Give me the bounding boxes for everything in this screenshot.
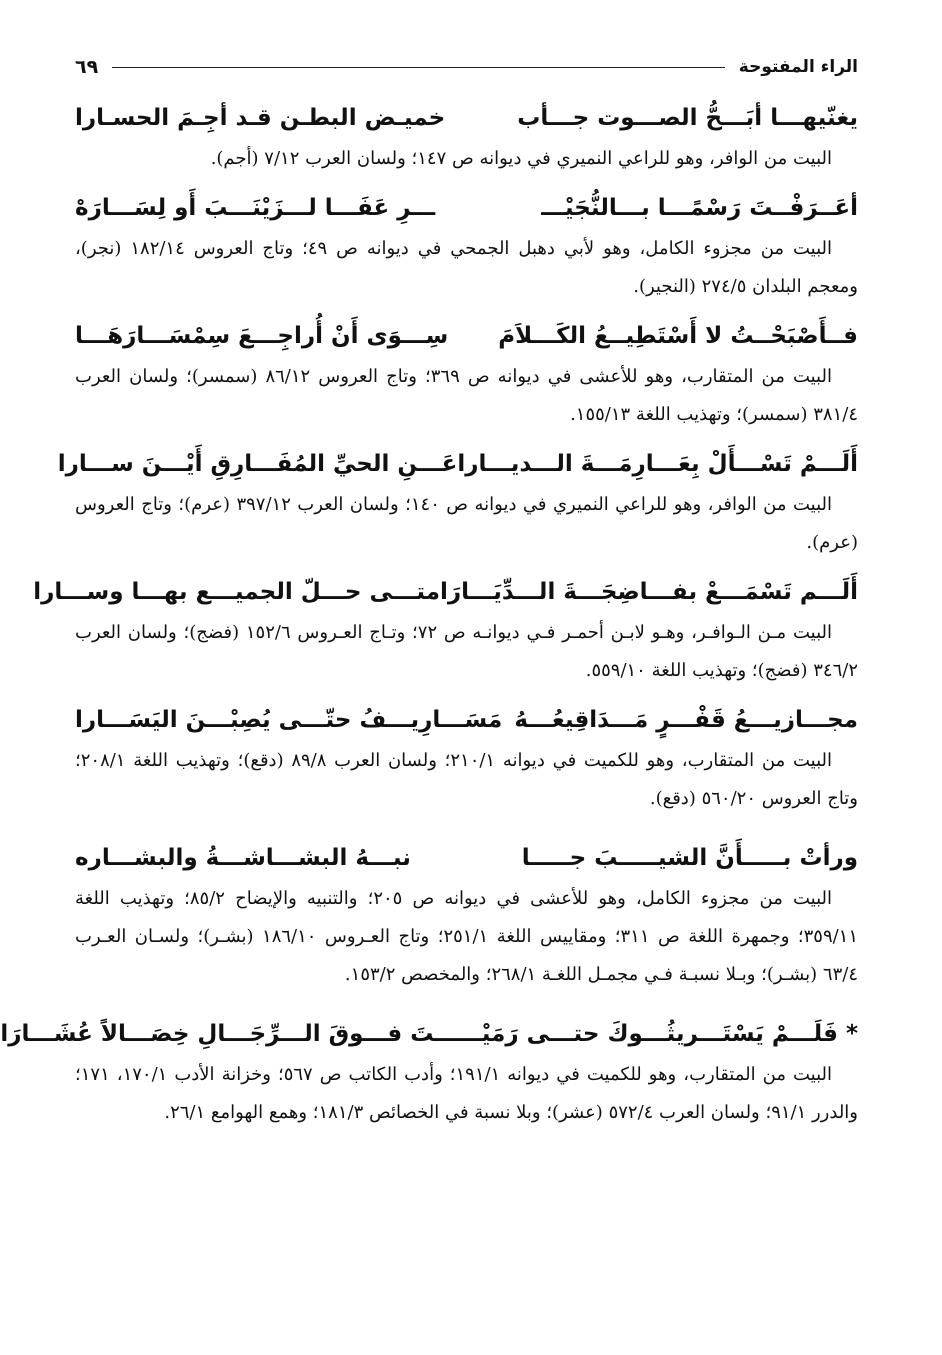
verse-line: [75, 698, 858, 742]
verse-footnote: البيت من المتقارب، وهو للأعشى في ديوانه ص ٣٦٩؛ وتاج العروس ٨٦/١٢ (سمسر)؛ ولسان العرب ٣٨١/٤ (سمسر)؛ وتهذيب اللغة ١٥٥/١٣.: [75, 366, 858, 425]
verse-entry: [75, 698, 858, 818]
verse-first-hemistich: مجـــازيـــعُ قَفْـــرٍ مَـــدَاقِيعُـــهُ: [514, 707, 858, 733]
verse-entry: [75, 314, 858, 434]
verse-second-hemistich: خميـض البطـن قـد أجِـمَ الحسـارا: [75, 105, 446, 131]
verse-footnote: البيت من الوافر، وهو للراعي النميري في ديوانه ص ١٤٧؛ ولسان العرب ٧/١٢ (أجم).: [210, 148, 832, 169]
verse-footnote: البيت من مجزوء الكامل، وهو لأبي دهبل الجمحي في ديوانه ص ٤٩؛ وتاج العروس ١٨٢/١٤ (نجر)، ومعجم البلدان ٢٧٤/٥ (النجير).: [75, 238, 858, 297]
verse-first-hemistich: أَلَـــم تَسْمَـــعْ بفـــاضِجَـــةَ الـــدِّيَـــارَا: [439, 579, 858, 605]
verse-line: [0, 1012, 858, 1056]
verse-first-hemistich: أعَــرَفْــتَ رَسْمًـــا بـــالنُّجَيْـــ: [541, 195, 858, 221]
verse-first-hemistich: * فَلَـــمْ يَسْتَـــريثُـــوكَ حتـــى رَمَيْـــ: [458, 1021, 858, 1047]
verse-first-hemistich: ورأتْ بـــــأَنَّ الشيـــــبَ جـــــا: [521, 845, 858, 871]
verse-first-hemistich: فــأَصْبَحْــتُ لا أَسْتَطِيــعُ الكَـــلاَمَ: [498, 323, 858, 349]
verse-line: [57, 442, 858, 486]
verse-entry: [75, 186, 858, 306]
verse-first-hemistich: أَلَـــمْ تَسْـــأَلْ بِعَـــارِمَـــةَ الـــديـــارا: [457, 451, 858, 477]
verse-line: [33, 570, 858, 614]
section-title: الراء المفتوحة: [738, 57, 858, 77]
page-number: ٦٩: [75, 56, 99, 78]
running-header: [75, 52, 858, 82]
verse-second-hemistich: سِـــوَى أَنْ أُراجِـــعَ سِمْسَـــارَهَـــا: [75, 323, 449, 349]
verse-line: [75, 186, 858, 230]
verse-footnote: البيت من المتقارب، وهو للكميت في ديوانه ١٩١/١؛ وأدب الكاتب ص ٥٦٧؛ وخزانة الأدب ١٧٠/١، ١٧١؛ والدرر ٩١/١؛ ولسان العرب ٥٧٢/٤ (عشر)؛ وبلا نسبة في الخصائص ١٨١/٣؛ وهمع الهوامع ٢٦/١.: [75, 1064, 858, 1123]
verse-line: [75, 96, 858, 140]
verse-footnote: البيت من الوافر، وهو للراعي النميري في ديوانه ص ١٤٠؛ ولسان العرب ٣٩٧/١٢ (عرم)؛ وتاج العروس (عرم).: [75, 494, 858, 553]
verse-entry: [57, 442, 858, 562]
verse-entry: [75, 96, 858, 178]
verse-line: [75, 314, 858, 358]
verse-second-hemistich: عَـــنِ الحيِّ المُفَـــارِقِ أَيْـــنَ ســـارا: [57, 451, 458, 477]
verse-second-hemistich: ـــتَ فـــوقَ الـــرِّجَـــالِ خِصَـــالاً عُشَـــارَا: [0, 1021, 459, 1047]
verse-second-hemistich: ـــرِ عَفَـــا لـــزَيْنَـــبَ أَو لِسَـــارَهْ: [75, 195, 436, 221]
verse-first-hemistich: يغنّيهـــا أبَـــحُّ الصـــوت جـــأب: [517, 105, 858, 131]
verse-line: [75, 836, 858, 880]
verse-second-hemistich: مَسَـــارِيـــفُ حتّـــى يُصِبْـــنَ اليَسَـــارا: [75, 707, 503, 733]
verse-second-hemistich: نبـــهُ البشـــاشـــةُ والبشـــاره: [75, 845, 411, 871]
verse-entry: [75, 836, 858, 994]
verse-entry: [33, 570, 858, 690]
header-rule: [112, 67, 725, 68]
verse-entry: [0, 1012, 858, 1132]
book-page: [0, 52, 859, 1315]
verse-footnote: البيت من المتقارب، وهو للكميت في ديوانه ٢١٠/١؛ ولسان العرب ٨٩/٨ (دقع)؛ وتهذيب اللغة ٢٠٨/١؛ وتاج العروس ٥٦٠/٢٠ (دقع).: [75, 750, 858, 809]
verse-footnote: البيت من مجزوء الكامل، وهو للأعشى في ديوانه ص ٢٠٥؛ والتنبيه والإيضاح ٨٥/٢؛ وتهذيب اللغة ٣٥٩/١١؛ وجمهرة اللغة ص ٣١١؛ ومقاييس اللغة ٢٥١/١؛ وتاج العـروس ١٨٦/١٠ (بشـر)؛ ولسـان العـرب ٦٣/٤ (بشـر)؛ وبـلا نسبـة فـي مجمـل اللغـة ٢٦٨/١؛ والمخصص ١٥٣/٢.: [75, 888, 859, 985]
verse-second-hemistich: متـــى حـــلّ الجميـــع بهـــا وســـارا: [33, 579, 440, 605]
verse-footnote: البيت مـن الـوافـر، وهـو لابـن أحمـر فـي ديوانـه ص ٧٢؛ وتـاج العـروس ١٥٢/٦ (فضج)؛ ولسان العرب ٣٤٦/٢ (فضج)؛ وتهذيب اللغة ٥٥٩/١٠.: [75, 622, 858, 681]
